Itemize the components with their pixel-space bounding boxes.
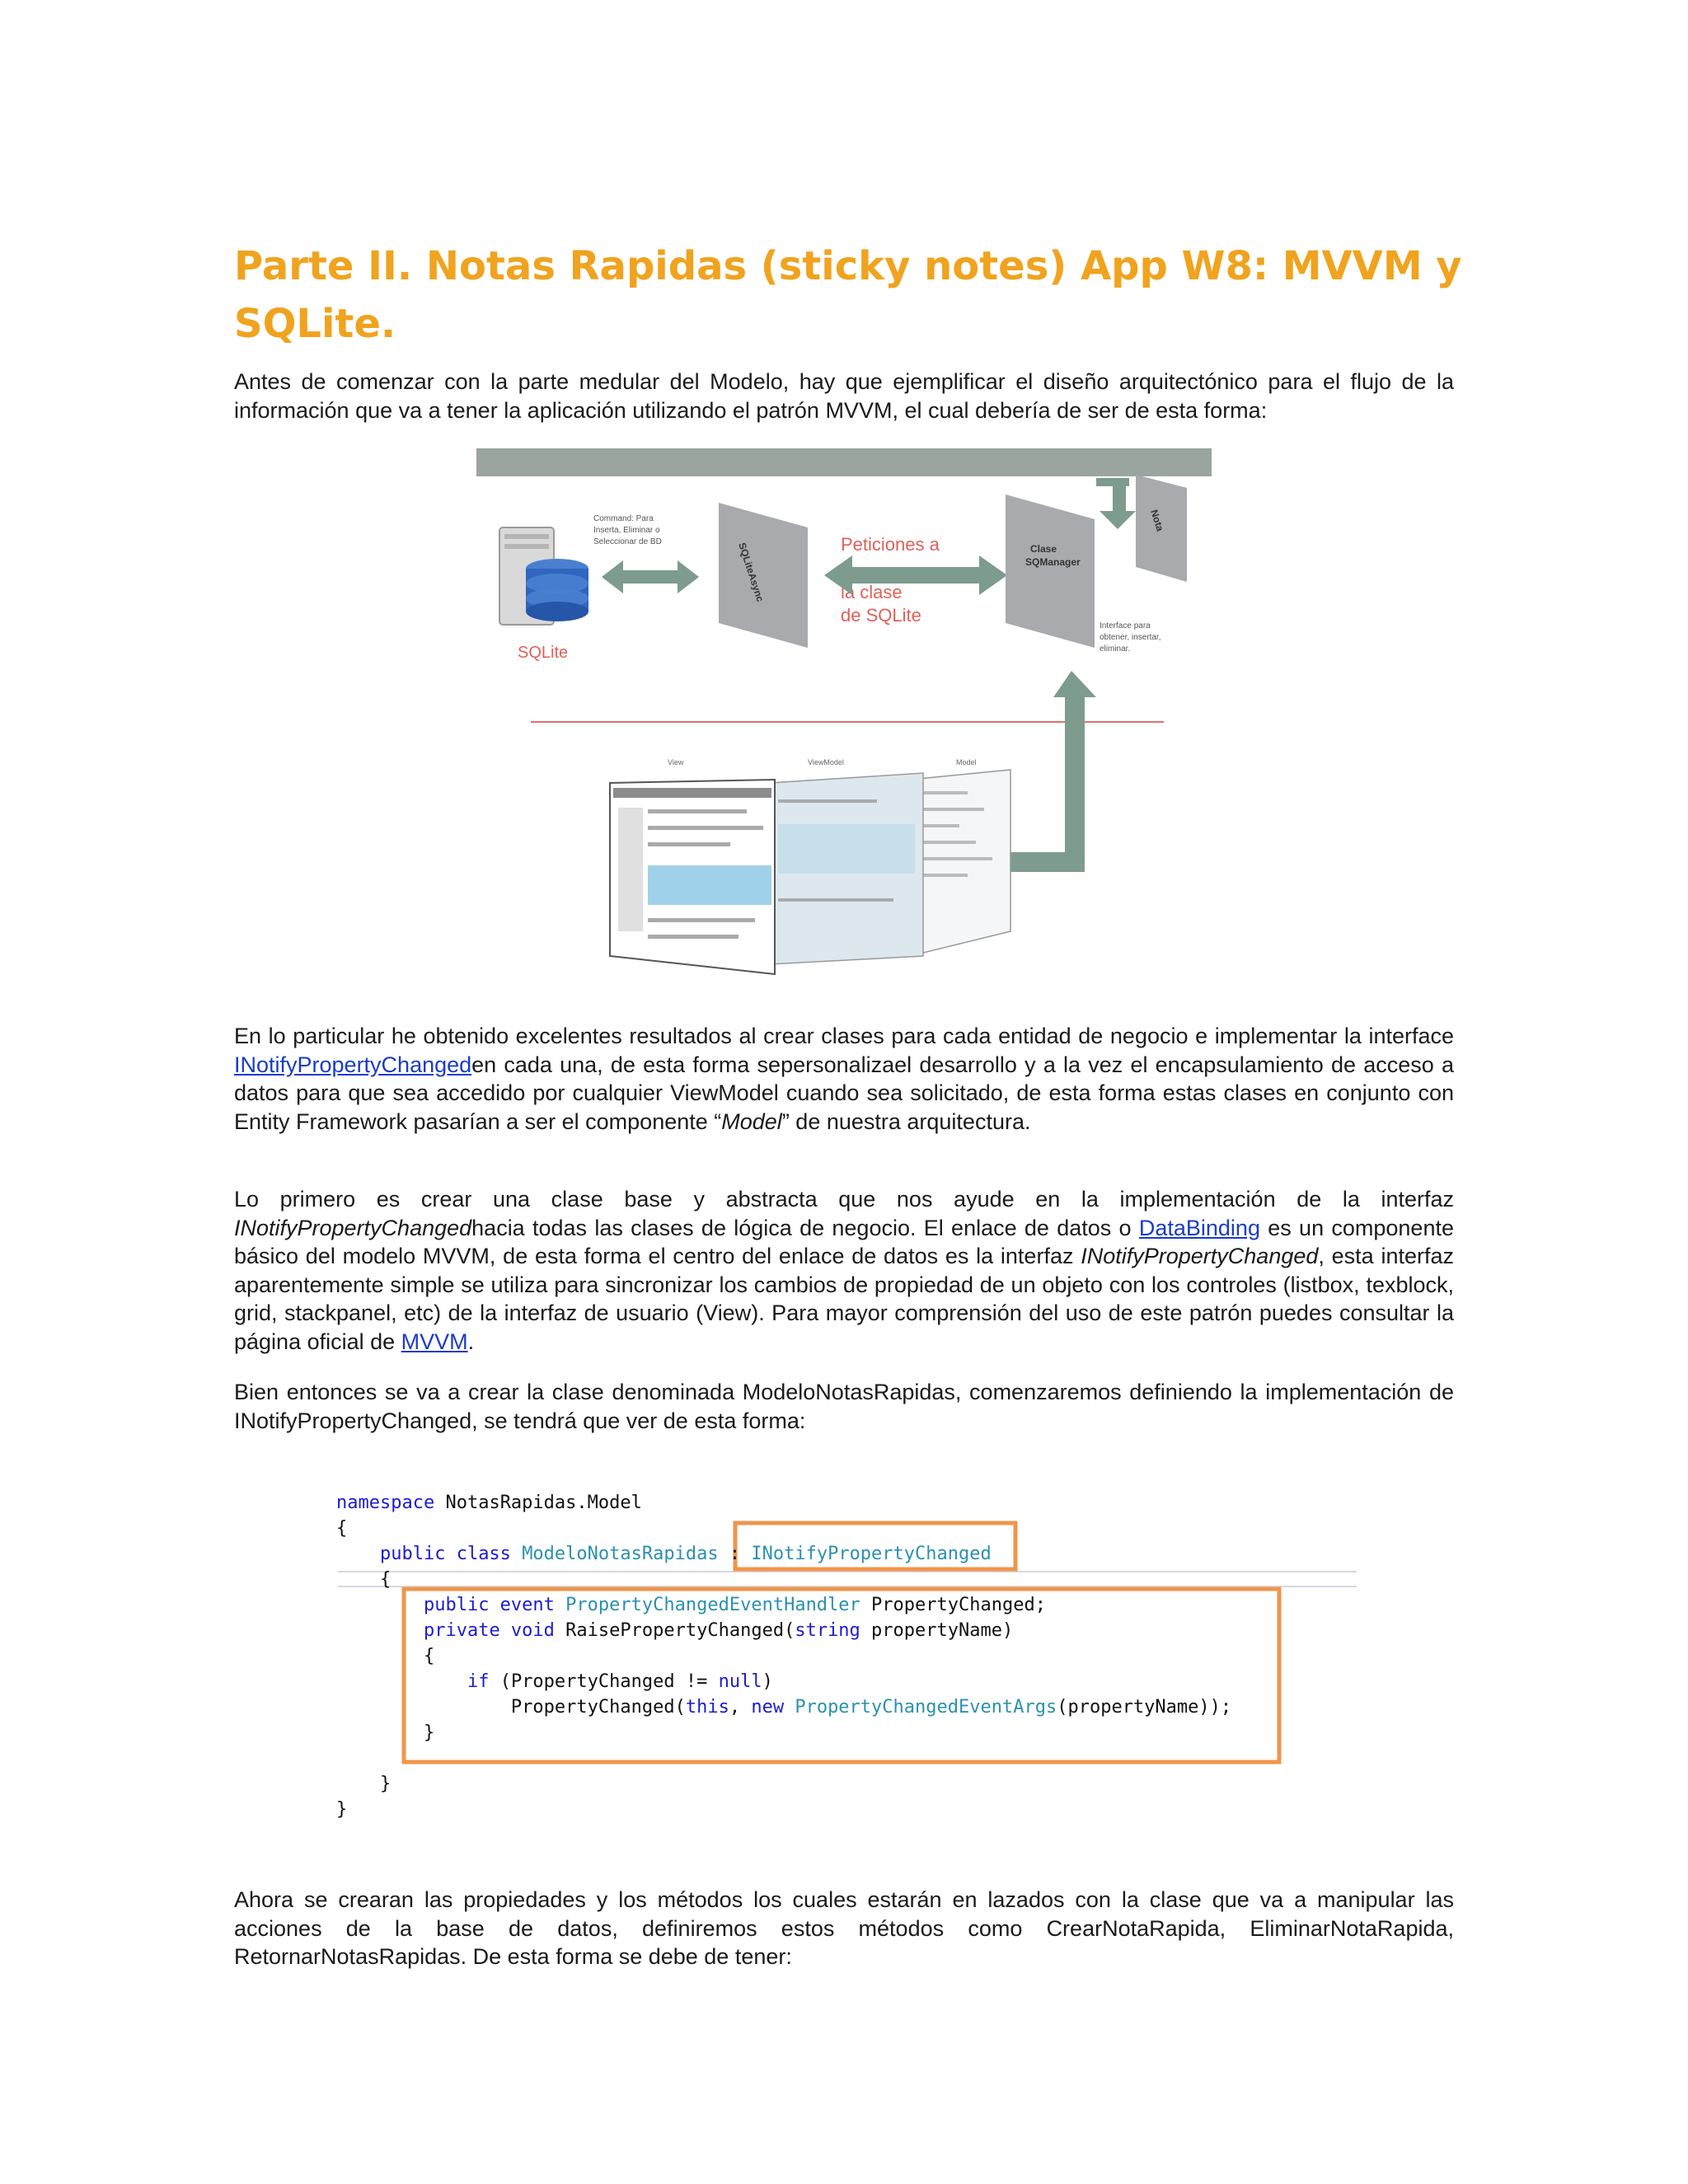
code-lines <box>313 1477 1231 1820</box>
view-screen <box>610 780 775 974</box>
code-line: } <box>336 1722 435 1743</box>
sqlite-server-icon <box>499 527 588 625</box>
code-line: PropertyChanged(this, new PropertyChangedEventArgs(propertyName)); <box>336 1697 1232 1718</box>
peticiones-label: Peticiones a la clase de SQLite <box>841 534 940 626</box>
code-line: } <box>336 1799 348 1820</box>
databinding-link[interactable]: DataBinding <box>1138 1215 1260 1240</box>
code-line: { <box>336 1646 435 1666</box>
code-line: private void RaisePropertyChanged(string propertyName) <box>423 1620 1014 1641</box>
code-line: { <box>336 1518 348 1539</box>
code-line: namespace NotasRapidas.Model <box>336 1493 642 1513</box>
mvvm-architecture-diagram <box>462 437 1253 981</box>
inotify-link[interactable]: INotifyPropertyChanged <box>234 1052 472 1077</box>
sqlite-async-label: SQLiteAsync <box>736 541 767 603</box>
viewmodel-screen <box>770 773 923 964</box>
mvvm-link[interactable]: MVVM <box>401 1329 468 1354</box>
layer-labels: View ViewModel Model <box>668 758 977 766</box>
double-arrow-left <box>602 560 699 593</box>
interface-note: Interface para obtener, insertar, eliminar. <box>1100 621 1161 654</box>
code-line: public event PropertyChangedEventHandler PropertyChanged; <box>423 1595 1046 1615</box>
code-line: } <box>336 1774 392 1794</box>
paragraph-databinding: Lo primero es crear una clase base y abstracta que nos ayude en la implementación de la interfaz INotifyPropertyChangedhacia todas las clases de lógica de negocio. El enlace de datos o DataBinding es un componente básico del modelo MVVM, de esta forma el centro del enlace de datos es la interfaz INotifyPropertyChanged, esta interfaz aparentemente simple se utiliza para sincronizar los cambios de propiedad de un objeto con los controles (listbox, texblock, grid, stackpanel, etc) de la interfaz de usuario (View). Para mayor comprensión del uso de este patrón puedes consultar la página oficial de MVVM. <box>234 1187 1454 1354</box>
intro-paragraph: Antes de comenzar con la parte medular del Modelo, hay que ejemplificar el diseño arquitectónico para el flujo de la información que va a tener la aplicación utilizando el patrón MVVM, el cual debería de ser de esta forma: <box>234 369 1454 423</box>
paragraph-methods: Ahora se crearan las propiedades y los métodos los cuales estarán en lazados con la clase que va a manipular las acciones de la base de datos, definiremos estos métodos como CrearNotaRapida, EliminarNotaRapida, RetornarNotasRapidas. De esta forma se debe de tener: <box>234 1887 1454 1969</box>
double-arrow-center <box>824 555 1007 595</box>
page-title: Parte II. Notas Rapidas (sticky notes) App W8: MVVM y SQLite. <box>234 243 1462 347</box>
sqlite-label: SQLite <box>518 644 569 662</box>
paragraph-model: En lo particular he obtenido excelentes resultados al crear clases para cada entidad de negocio e implementar la interface INotifyPropertyChangeden cada una, de esta forma sepersonalizael desarrollo y a la vez el encapsulamiento de acceso a datos para que sea accedido por cualquier ViewModel cuando sea solicitado, de esta forma estas clases en conjunto con Entity Framework pasarían a ser el componente “Model” de nuestra arquitectura. <box>234 1024 1454 1134</box>
code-sample <box>313 1477 1368 1840</box>
code-line: { <box>336 1569 392 1590</box>
sqlite-async-card <box>719 503 808 648</box>
code-line: if (PropertyChanged != null) <box>467 1671 773 1692</box>
command-note: Command: Para Inserta, Eliminar o Seleccionar de BD <box>593 514 662 546</box>
model-screen <box>910 770 1010 956</box>
paragraph-class-intro: Bien entonces se va a crear la clase denominada ModeloNotasRapidas, comenzaremos definiendo la implementación de INotifyPropertyChanged, se tendrá que ver de esta forma: <box>234 1380 1454 1433</box>
sqmanager-card <box>1006 494 1095 648</box>
nota-label: Nota <box>1148 508 1166 533</box>
sqmanager-label: Clase SQManager <box>1025 543 1081 568</box>
diagram-header-bar <box>476 448 1212 476</box>
code-line: public class ModeloNotasRapidas : INotifyPropertyChanged <box>379 1544 992 1564</box>
